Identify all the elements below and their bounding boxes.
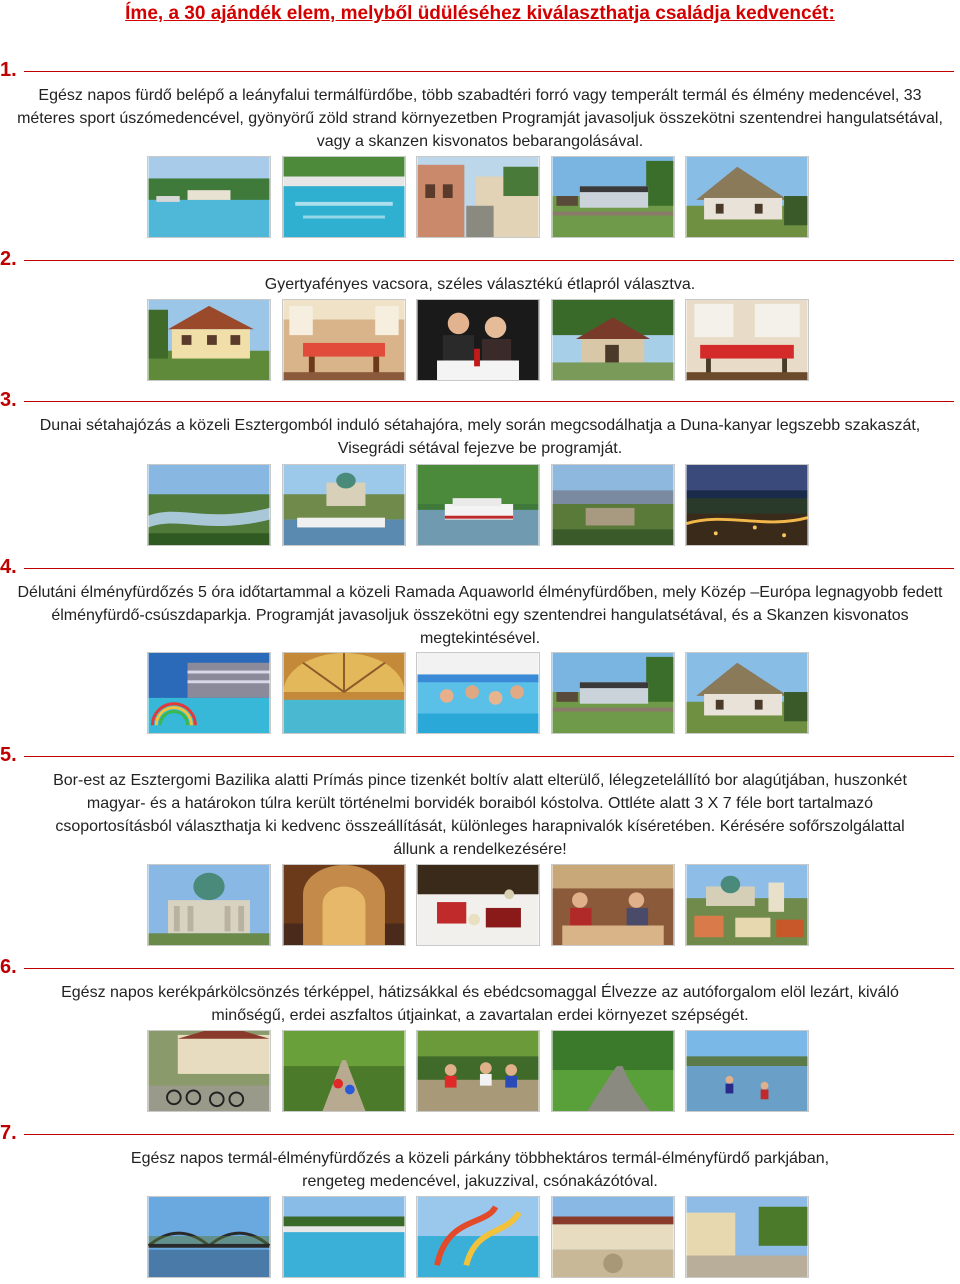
szentendre-street-photo bbox=[416, 156, 540, 238]
section-number: 3. bbox=[0, 389, 17, 411]
parkany-pool-photo bbox=[282, 1196, 406, 1278]
photo-row-5 bbox=[147, 864, 809, 948]
basilica-photo bbox=[147, 864, 271, 946]
offer-section-3 bbox=[0, 388, 960, 460]
section-divider bbox=[24, 71, 954, 72]
section-description: Gyertyafényes vacsora, széles választékú étlapról választva. bbox=[264, 276, 696, 293]
section-number: 2. bbox=[0, 248, 17, 270]
section-description: Egész napos termál-élményfürdőzés a közeli párkány többhektáros termál-élményfürdő parkjában, rengeteg medencével, jakuzzival, csónakázótóval. bbox=[130, 1150, 830, 1190]
photo-row-2 bbox=[147, 299, 809, 383]
thatched-house-photo-2 bbox=[685, 652, 809, 734]
photo-row-6 bbox=[147, 1030, 809, 1114]
section-divider bbox=[24, 1134, 954, 1135]
cycle-family-photo bbox=[416, 1030, 540, 1112]
section-description: Egész napos kerékpárkölcsönzés térképpel, hátizsákkal és ebédcsomaggal Élvezze az autóforgalom elöl lezárt, kiváló minőségű, erdei aszfaltos útjainkat, a zavartalan erdei környezet szépségét. bbox=[61, 984, 899, 1024]
slide-park-photo bbox=[416, 1196, 540, 1278]
forest-restaurant-photo bbox=[551, 299, 675, 381]
danube-bend-photo bbox=[147, 464, 271, 546]
photo-row-4 bbox=[147, 652, 809, 736]
offer-section-5 bbox=[0, 743, 960, 861]
photo-row-1 bbox=[147, 156, 809, 240]
lakeside-beach-photo bbox=[685, 1030, 809, 1112]
section-divider bbox=[24, 401, 954, 402]
offer-section-1 bbox=[0, 58, 960, 153]
wine-cellar-photo bbox=[282, 864, 406, 946]
restaurant-building-photo bbox=[147, 299, 271, 381]
danube-night-photo bbox=[685, 464, 809, 546]
section-divider bbox=[24, 756, 954, 757]
section-divider bbox=[24, 260, 954, 261]
photo-row-7 bbox=[147, 1196, 809, 1280]
wine-cellar-guests-photo bbox=[551, 864, 675, 946]
thermal-pool-photo bbox=[282, 156, 406, 238]
offer-section-2 bbox=[0, 247, 960, 296]
section-divider bbox=[24, 968, 954, 969]
section-divider bbox=[24, 568, 954, 569]
esztergom-town-photo bbox=[685, 864, 809, 946]
couple-dinner-photo bbox=[416, 299, 540, 381]
aquaworld-building-photo bbox=[147, 652, 271, 734]
section-description: Dunai sétahajózás a közeli Esztergomból induló sétahajóra, mely során megcsodálhatja a Duna-kanyar legszebb szakaszát, Visegrádi sétával fejezve be programját. bbox=[39, 417, 921, 457]
thatched-house-photo bbox=[685, 156, 809, 238]
skanzen-train-photo bbox=[551, 156, 675, 238]
dining-room-photo bbox=[282, 299, 406, 381]
section-number: 6. bbox=[0, 956, 17, 978]
offer-section-6 bbox=[0, 955, 960, 1027]
offer-section-7 bbox=[0, 1121, 960, 1193]
skanzen-train-photo-2 bbox=[551, 652, 675, 734]
esztergom-basilica-ship-photo bbox=[282, 464, 406, 546]
page-title: Íme, a 30 ajándék elem, melyből üdüléséhez kiválaszthatja családja kedvencét: bbox=[125, 3, 835, 24]
cyclists-inn-photo bbox=[147, 1030, 271, 1112]
visegrad-view-photo bbox=[551, 464, 675, 546]
water-slide-family-photo bbox=[416, 652, 540, 734]
section-description: Bor-est az Esztergomi Bazilika alatti Prímás pince tizenkét boltív alatt elterülő, lélegzetelállító bor alagútjában, huszonkét magyar- és a határokon túlra került történelmi borvidék boraiból kóstolva. Ottléte alatt 3 X 7 féle bort tartalmazó csoportosításból választhatja ki kedvenc összeállítását, különleges harapnivalók kíséretében. Kérésére sofőrszolgálattal állunk a rendelkezésére! bbox=[53, 772, 907, 858]
aquaworld-dome-photo bbox=[282, 652, 406, 734]
section-description: Egész napos fürdő belépő a leányfalui termálfürdőbe, több szabadtéri forró vagy temperált termál és élmény medencével, 33 méteres sport úszómedencével, gyönyörű zöld strand környezetben Programját javasoljuk összekötni szentendrei hangulatsétával, vagy a skanzen kisvonatos bebarangolásával. bbox=[17, 87, 943, 150]
parkany-square-photo bbox=[551, 1196, 675, 1278]
section-description: Délutáni élményfürdőzés 5 óra időtartammal a közeli Ramada Aquaworld élményfürdőben, mely Közép –Európa legnagyobb fedett élményfürdő-csúszdaparkja. Programját javasoljuk összekötni egy szentendrei hangulatsétával, és a Skanzen kisvonatos megtekintésével. bbox=[17, 584, 943, 647]
forest-road-photo bbox=[551, 1030, 675, 1112]
red-tablecloth-photo bbox=[685, 299, 809, 381]
section-number: 1. bbox=[0, 59, 17, 81]
forest-cyclists-photo bbox=[282, 1030, 406, 1112]
outdoor-pool-photo bbox=[147, 156, 271, 238]
wine-tasting-table-photo bbox=[416, 864, 540, 946]
section-number: 7. bbox=[0, 1122, 17, 1144]
photo-row-3 bbox=[147, 464, 809, 548]
offer-section-4 bbox=[0, 555, 960, 650]
maria-valeria-bridge-photo bbox=[147, 1196, 271, 1278]
parkany-street-photo bbox=[685, 1196, 809, 1278]
section-number: 5. bbox=[0, 744, 17, 766]
section-number: 4. bbox=[0, 556, 17, 578]
river-boat-photo bbox=[416, 464, 540, 546]
